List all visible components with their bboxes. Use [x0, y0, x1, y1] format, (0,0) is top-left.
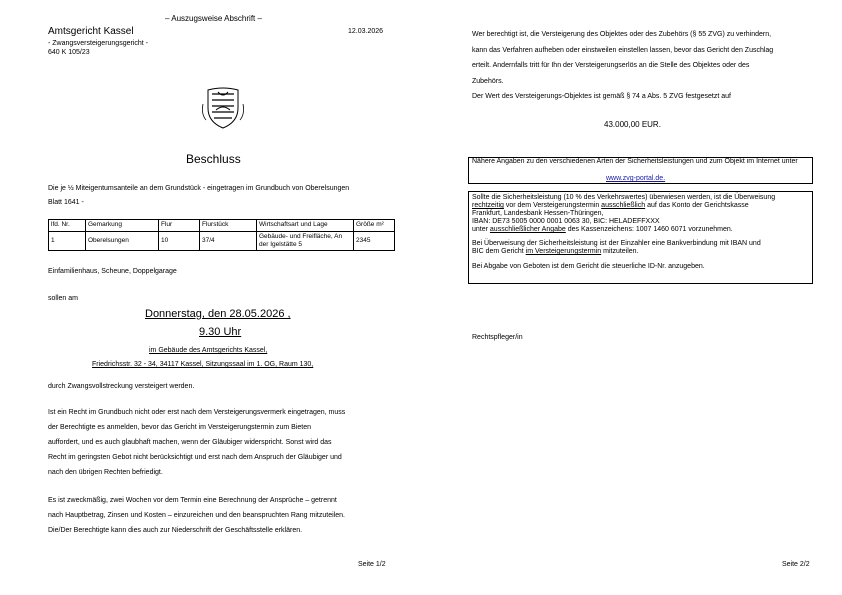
auction-date: Donnerstag, den 28.05.2026 , [145, 308, 291, 320]
emphasis-text: ausschließlich [601, 202, 646, 209]
table-cell: 37/4 [200, 232, 257, 251]
rights-paragraph [48, 405, 345, 480]
paragraph-line: auffordert, und es auch glaubhaft machen, wenn der Gläubiger widerspricht. Sonst wird das [48, 439, 332, 446]
table-cell: Oberelsungen [86, 232, 159, 251]
deposit-line: Frankfurt, Landesbank Hessen-Thüringen, [472, 210, 604, 217]
paragraph-line: nach Hauptbetrag, Zinsen und Kosten – einzureichen und den beanspruchten Rang mitzuteilen. [48, 512, 345, 519]
deposit-text: BIC dem Gericht [472, 248, 526, 255]
auction-location-2: Friedrichsstr. 32 - 34, 34117 Kassel, Sitzungssaal im 1. OG, Raum 130, [92, 361, 314, 368]
paragraph-line: Es ist zweckmäßig, zwei Wochen vor dem Termin eine Berechnung der Ansprüche – getrennt [48, 497, 337, 504]
value-statement: Der Wert des Versteigerungs-Objektes ist gemäß § 74 a Abs. 5 ZVG festgesetzt auf [472, 93, 731, 100]
claims-paragraph [48, 493, 345, 538]
table-cell: 10 [159, 232, 200, 251]
deposit-text: mitzuteilen. [601, 248, 639, 255]
auction-time: 9.30 Uhr [199, 326, 242, 338]
info-box [468, 157, 813, 184]
intro-line-1: Die je ½ Miteigentumsanteile an dem Grundstück - eingetragen im Grundbuch von Oberelsungen [48, 185, 350, 192]
intro-line-2: Blatt 1641 - [48, 199, 84, 206]
page-number-1: Seite 1/2 [358, 561, 386, 568]
info-text: Nähere Angaben zu den verschiedenen Arten der Sicherheitsleistungen und zum Objekt im Internet unter [472, 158, 798, 165]
property-value: 43.000,00 EUR. [604, 120, 661, 129]
prevention-paragraph [472, 27, 773, 89]
paragraph-line: Ist ein Recht im Grundbuch nicht oder erst nach dem Versteigerungsvermerk eingetragen, muss [48, 409, 346, 416]
deposit-line: Sollte die Sicherheitsleistung (10 % des Verkehrswertes) überwiesen werden, ist die Überweisung [472, 194, 776, 201]
deposit-text: unter [472, 226, 490, 233]
court-name: Amtsgericht Kassel [48, 26, 134, 37]
table-cell: 1 [49, 232, 86, 251]
emphasis-text: ausschließlicher Angabe [489, 226, 566, 233]
paragraph-line: erteilt. Andernfalls tritt für Ihn der Versteigerungserlös an die Stelle des Objektes oder des [472, 62, 750, 69]
paragraph-line: Recht im geringsten Gebot nicht berücksichtigt und erst nach dem Anspruch der Gläubiger und [48, 454, 342, 461]
deposit-text: auf das Konto der Gerichtskasse [645, 202, 749, 209]
table-header: Flur [159, 220, 200, 232]
document-date: 12.03.2026 [348, 28, 384, 35]
table-cell: Gebäude- und Freifläche, An der Igelstätte 5 [257, 232, 354, 251]
table-header-row [49, 220, 395, 232]
emphasis-text: rechtzeitig [472, 202, 504, 209]
paragraph-line: nach den übrigen Rechten befriedigt. [48, 469, 163, 476]
paragraph-line: kann das Verfahren aufheben oder einstweilen einstellen lassen, bevor das Gericht den Zuschlag [472, 46, 774, 54]
deposit-text: vor dem Versteigerungstermin [503, 202, 602, 209]
sollen-am-label: sollen am [48, 295, 78, 302]
deposit-line [472, 202, 809, 210]
property-description: Einfamilienhaus, Scheune, Doppelgarage [48, 268, 177, 275]
table-header: Größe m² [354, 220, 395, 232]
emphasis-text: im Versteigerungstermin [525, 248, 602, 255]
deposit-line [472, 248, 809, 256]
paragraph-line: Zubehörs. [472, 77, 504, 85]
clerk-title: Rechtspfleger/in [472, 334, 523, 341]
table-row [49, 232, 395, 251]
deposit-line: Bei Überweisung der Sicherheitsleistung ist der Einzahler eine Bankverbindung mit IBAN und [472, 240, 761, 247]
hesse-coat-of-arms-icon [200, 86, 246, 130]
table-header: lfd. Nr. [49, 220, 86, 232]
document-title: Beschluss [186, 152, 241, 166]
deposit-line [472, 226, 809, 234]
page-number-2: Seite 2/2 [782, 561, 810, 568]
file-number: 640 K 105/23 [48, 49, 90, 56]
table-header: Flurstück [200, 220, 257, 232]
iban-line: IBAN: DE73 5005 0000 0001 0063 30, BIC: HELADEFFXXX [472, 218, 660, 225]
court-subtitle: - Zwangsversteigerungsgericht - [48, 40, 148, 47]
zvg-portal-link[interactable]: www.zvg-portal.de. [606, 175, 666, 182]
paragraph-line: Wer berechtigt ist, die Versteigerung des Objektes oder des Zubehörs (§ 55 ZVG) zu verhindern, [472, 31, 772, 38]
deposit-text: des Kassenzeichens: 1007 1460 6071 vorzunehmen. [565, 226, 733, 233]
security-deposit-box [468, 191, 813, 284]
excerpt-header: – Auszugsweise Abschrift – [165, 14, 262, 23]
auction-statement: durch Zwangsvollstreckung versteigert werden. [48, 383, 195, 390]
tax-id-note: Bei Abgabe von Geboten ist dem Gericht die steuerliche ID-Nr. anzugeben. [472, 263, 705, 270]
table-cell: 2345 [354, 232, 395, 251]
table-header: Gemarkung [86, 220, 159, 232]
paragraph-line: Die/Der Berechtigte kann dies auch zur Niederschrift der Geschäftsstelle erklären. [48, 527, 303, 534]
property-table [48, 219, 395, 251]
auction-location-1: im Gebäude des Amtsgerichts Kassel, [149, 347, 268, 354]
table-header: Wirtschaftsart und Lage [257, 220, 354, 232]
paragraph-line: der Berechtigte es anmelden, bevor das Gericht im Versteigerungstermin zum Bieten [48, 424, 312, 431]
